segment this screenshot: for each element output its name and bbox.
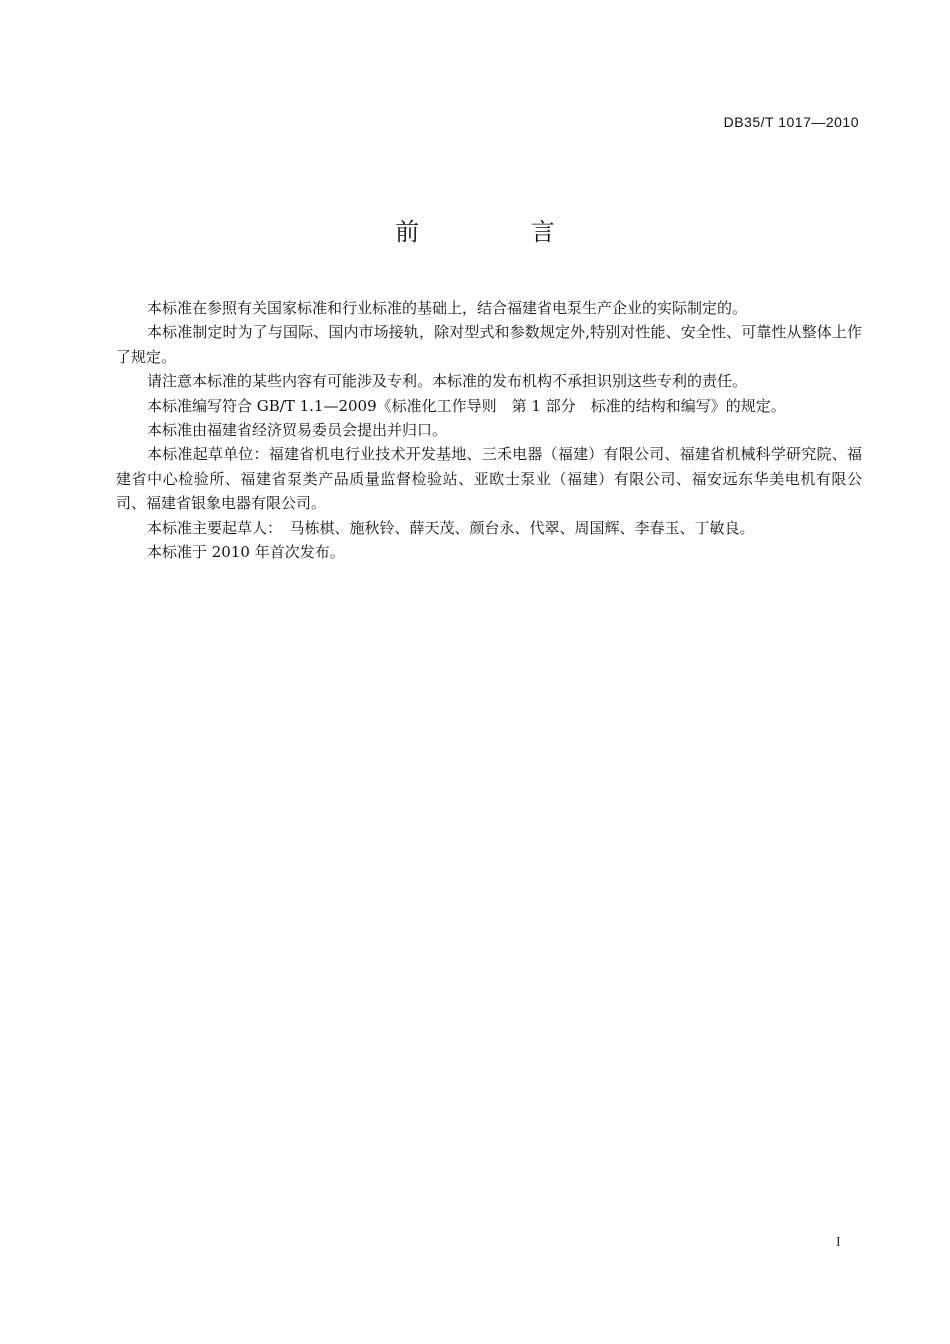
page-title: 前 言 bbox=[395, 218, 607, 246]
paragraph-proposer: 本标准由福建省经济贸易委员会提出并归口。 bbox=[147, 421, 448, 440]
paragraph-drafting-units: 本标准起草单位：福建省机电行业技术开发基地、三禾电器（福建）有限公司、福建省机械科学研究院、福建省中心检验所、福建省泵类产品质量监督检验站、亚欧士泵业（福建）有限公司、福安远东华美电机有限公司、福建省银象电器有限公司。 bbox=[116, 445, 862, 513]
page-number: I bbox=[836, 1235, 841, 1250]
standard-code: DB35/T 1017—2010 bbox=[723, 114, 859, 130]
paragraph-drafters: 本标准主要起草人： 马栋棋、施秋铃、薛天茂、颜台永、代翠、周国辉、李春玉、丁敏良。 bbox=[147, 518, 755, 537]
paragraph-drafting-rules: 本标准编写符合 GB/T 1.1—2009《标准化工作导则 第 1 部分 标准的结构和编写》的规定。 bbox=[147, 396, 786, 415]
paragraph-patent-notice: 请注意本标准的某些内容有可能涉及专利。本标准的发布机构不承担识别这些专利的责任。 bbox=[147, 372, 748, 391]
paragraph-first-release: 本标准于 2010 年首次发布。 bbox=[147, 543, 345, 562]
foreword-body bbox=[116, 296, 862, 564]
paragraph-reference-basis: 本标准在参照有关国家标准和行业标准的基础上，结合福建省电泵生产企业的实际制定的。 bbox=[147, 299, 748, 317]
paragraph-market-alignment: 本标准制定时为了与国际、国内市场接轨，除对型式和参数规定外,特别对性能、安全性、可靠性从整体上作了规定。 bbox=[116, 323, 862, 366]
